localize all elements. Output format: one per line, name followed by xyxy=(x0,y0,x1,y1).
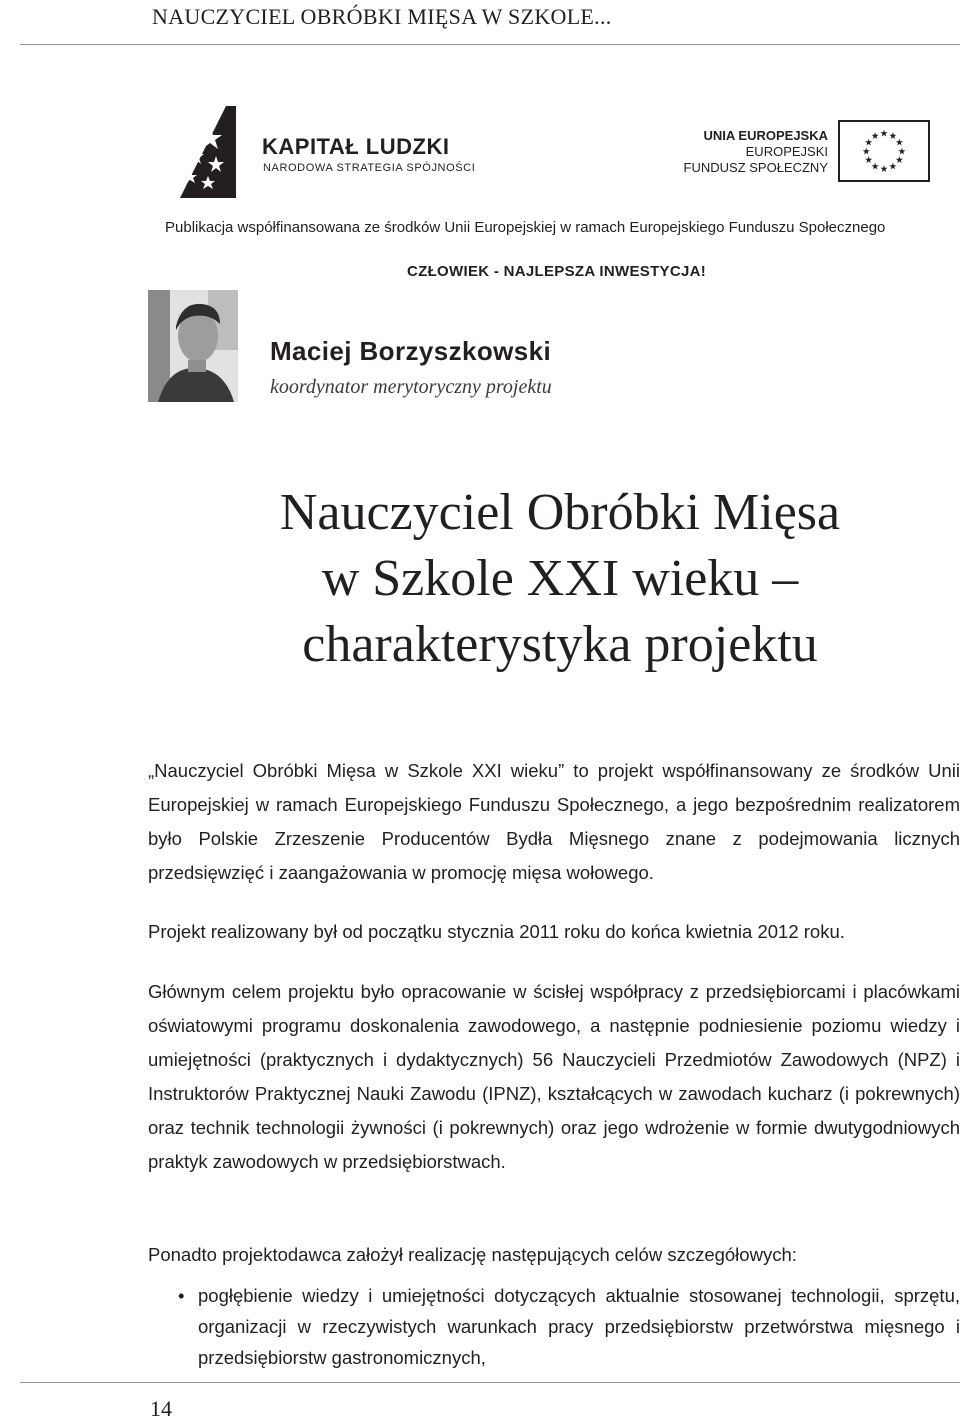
paragraph-objectives: Ponadto projektodawca założył realizację następujących celów szczegółowych: xyxy=(148,1244,797,1265)
eu-star-icon: ★ xyxy=(879,128,889,139)
ue-line-1: UNIA EUROPEJSKA xyxy=(703,128,828,143)
ue-line-2: EUROPEJSKI xyxy=(745,144,828,159)
eu-flag-icon xyxy=(838,120,930,182)
eu-star-icon: ★ xyxy=(888,130,898,141)
paragraph-goal: Głównym celem projektu było opracowanie w ścisłej współpracy z przedsiębiorcami i placówkami oświatowymi programu doskonalenia zawodowego, a następnie podniesienie poziomu wiedzy i umiejętności (praktycznych i dydaktycznych) 56 Nauczycieli Przedmiotów Zawodowych (NPZ) i Instruktorów Praktycznej Nauki Zawodu (IPNZ), kształcących w zawodach kucharz (i pokrewnych) oraz technik technologii żywności (i pokrewnych) oraz jego wdrożenie w formie dwutygodniowych praktyk zawodowych w przedsiębiorstwach. xyxy=(148,981,960,1172)
eu-star-icon: ★ xyxy=(888,161,898,172)
motto: CZŁOWIEK - NAJLEPSZA INWESTYCJA! xyxy=(407,263,707,280)
eu-star-icon: ★ xyxy=(895,137,904,148)
author-photo xyxy=(148,290,238,402)
page-number: 14 xyxy=(150,1396,172,1421)
title-line-1: Nauczyciel Obróbki Mięsa xyxy=(279,484,841,541)
cofinancing-note: Publikacja współfinansowana ze środków Unii Europejskiej w ramach Europejskiego Funduszu Społecznego xyxy=(165,219,886,236)
eu-star-icon: ★ xyxy=(870,161,880,172)
list-item xyxy=(148,1280,960,1373)
eu-star-icon: ★ xyxy=(870,130,880,141)
bullet-dot-icon: • xyxy=(178,1285,185,1306)
author-role: koordynator merytoryczny projektu xyxy=(270,376,552,398)
running-header: NAUCZYCIEL OBRÓBKI MIĘSA W SZKOLE... xyxy=(152,4,612,29)
objectives-list xyxy=(148,1280,960,1373)
eu-star-icon: ★ xyxy=(864,137,873,148)
kapital-ludzki-title: KAPITAŁ LUDZKI xyxy=(262,134,450,159)
eu-star-icon: ★ xyxy=(895,155,904,166)
eu-star-icon: ★ xyxy=(864,155,873,166)
kapital-ludzki-logo-icon xyxy=(176,104,240,200)
article-title xyxy=(100,480,960,678)
footer-divider xyxy=(20,1382,960,1383)
kapital-ludzki-subtitle: NARODOWA STRATEGIA SPÓJNOŚCI xyxy=(263,162,476,174)
title-line-3: charakterystyka projektu xyxy=(302,616,818,673)
eu-star-icon: ★ xyxy=(862,146,871,157)
eu-star-icon: ★ xyxy=(879,164,889,175)
title-line-2: w Szkole XXI wieku – xyxy=(321,550,799,607)
ue-line-3: FUNDUSZ SPOŁECZNY xyxy=(683,160,828,175)
paragraph-duration: Projekt realizowany był od początku stycznia 2011 roku do końca kwietnia 2012 roku. xyxy=(148,921,845,942)
header-divider xyxy=(20,44,960,45)
paragraph-intro: „Nauczyciel Obróbki Mięsa w Szkole XXI wieku” to projekt współfinansowany ze środków Unii Europejskiej w ramach Europejskiego Funduszu Społecznego, a jego bezpośrednim realizatorem było Polskie Zrzeszenie Producentów Bydła Mięsnego znane z podejmowania licznych przedsięwzięć i zaangażowania w promocję mięsa wołowego. xyxy=(148,760,960,883)
author-name: Maciej Borzyszkowski xyxy=(270,336,552,366)
eu-star-icon: ★ xyxy=(897,146,906,157)
eu-fund-label xyxy=(600,128,828,176)
list-item-text: pogłębienie wiedzy i umiejętności dotyczących aktualnie stosowanej technologii, sprzętu, organizacji w rzeczywistych warunkach pracy przedsiębiorstw przetwórstwa mięsnego i przedsiębiorstw gastronomicznych, xyxy=(198,1285,960,1368)
